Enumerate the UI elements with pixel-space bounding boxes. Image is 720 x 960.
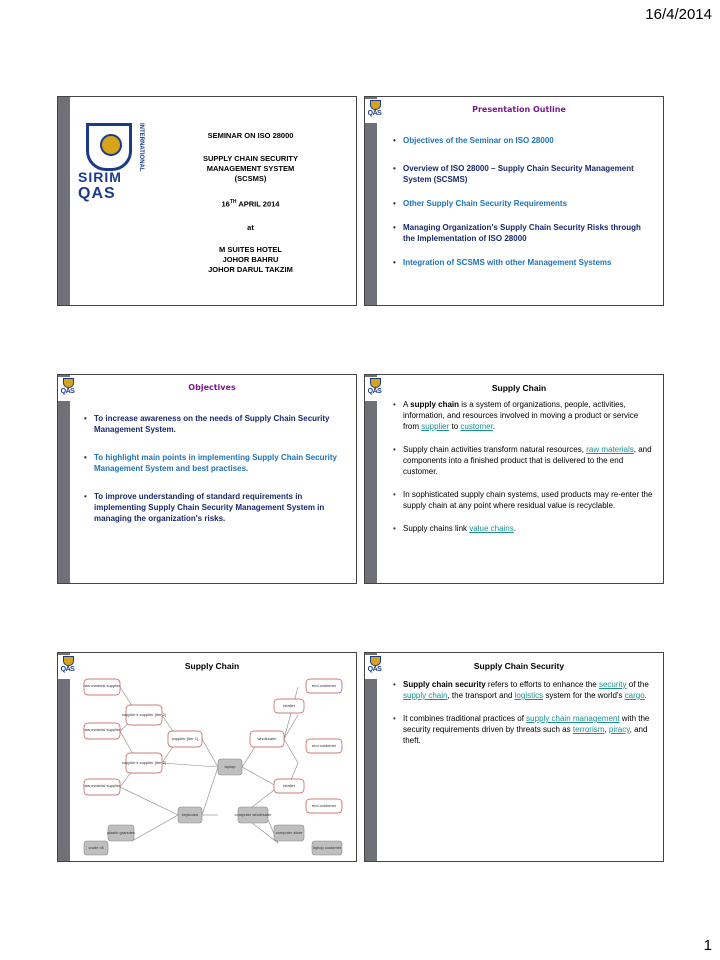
security-list <box>393 679 655 746</box>
svg-text:retailer: retailer <box>282 703 296 708</box>
svg-text:supplier (tier 1): supplier (tier 1) <box>171 736 199 741</box>
slide-side-bar <box>58 653 70 861</box>
svg-text:raw material supplier: raw material supplier <box>83 783 121 788</box>
svg-text:supplier's supplier (tier 2): supplier's supplier (tier 2) <box>121 760 167 765</box>
list-item: • A supply chain is a system of organizations, people, activities, information, and resources involved in moving a product or service from supplier to customer. <box>393 399 655 432</box>
list-item: • To improve understanding of standard requirements in implementing Supply Chain Security Management System in managing the organization's risks. <box>84 491 346 524</box>
slide-supply-chain-text <box>364 374 664 584</box>
logo-word-1: SIRIM <box>78 169 122 185</box>
svg-text:raw material supplier: raw material supplier <box>83 683 121 688</box>
node-retailer-1 <box>274 699 304 713</box>
node-laptop <box>218 759 242 775</box>
list-item: • Supply chains link value chains. <box>393 523 655 534</box>
svg-text:plastic granules: plastic granules <box>107 830 135 835</box>
mini-logo: QAS <box>365 377 384 401</box>
svg-text:crude oil: crude oil <box>88 845 104 850</box>
slide-presentation-outline <box>364 96 664 306</box>
svg-text:end customer: end customer <box>311 683 337 688</box>
list-item: • To increase awareness on the needs of Supply Chain Security Management System. <box>84 413 346 435</box>
slide-side-bar <box>58 97 70 305</box>
seminar-title: SEMINAR ON ISO 28000 <box>207 131 294 140</box>
seminar-subtitle-3: (SCSMS) <box>234 174 267 183</box>
node-end-customer-1 <box>306 679 342 693</box>
node-end-customer-2 <box>306 739 342 753</box>
node-retailer-2 <box>274 779 304 793</box>
slide-heading: Supply Chain <box>491 383 547 393</box>
link-customer[interactable]: customer <box>460 422 493 431</box>
seminar-date: 16TH APRIL 2014 <box>221 199 280 209</box>
slide-heading: Objectives <box>188 383 236 392</box>
slide-supply-chain-security <box>364 652 664 862</box>
node-raw-material-3 <box>84 779 122 795</box>
node-laptop-customer <box>312 841 342 855</box>
outline-list <box>393 135 655 268</box>
node-raw-material-1 <box>84 679 122 695</box>
link-raw-materials[interactable]: raw materials <box>586 445 634 454</box>
mini-logo: QAS <box>58 377 77 401</box>
node-keyboard <box>178 807 202 823</box>
supply-chain-diagram <box>78 675 348 857</box>
svg-text:keyboard: keyboard <box>181 812 199 817</box>
link-security[interactable]: security <box>598 680 627 689</box>
svg-text:end customer: end customer <box>311 743 337 748</box>
node-end-customer-3 <box>306 799 342 813</box>
seminar-at: at <box>247 222 254 232</box>
mini-logo: QAS <box>365 655 384 679</box>
crest-icon <box>86 123 132 171</box>
svg-text:raw material supplier: raw material supplier <box>83 727 121 732</box>
slide-title-seminar <box>57 96 357 306</box>
link-cargo[interactable]: cargo <box>624 691 645 700</box>
node-supplier-tier1 <box>168 731 202 747</box>
list-item: • To highlight main points in implementing Supply Chain Security Management System and best practises. <box>84 452 346 474</box>
objectives-list <box>84 413 346 524</box>
link-supply-chain[interactable]: supply chain <box>403 691 448 700</box>
svg-text:supplier's supplier (tier 2): supplier's supplier (tier 2) <box>121 712 167 717</box>
sirim-qas-logo <box>76 123 146 211</box>
slide-side-bar <box>58 375 70 583</box>
list-item: • Other Supply Chain Security Requirements <box>393 198 655 209</box>
node-supplier-tier2-a <box>122 705 167 725</box>
link-value-chains[interactable]: value chains <box>469 524 514 533</box>
node-raw-material-2 <box>84 723 122 739</box>
slide-supply-chain-diagram <box>57 652 357 862</box>
link-piracy[interactable]: piracy <box>608 725 630 734</box>
seminar-venue-2: JOHOR BAHRU <box>222 254 279 264</box>
list-item: • Objectives of the Seminar on ISO 28000 <box>393 135 655 146</box>
seminar-venue-1: M SUITES HOTEL <box>219 244 282 254</box>
seminar-subtitle-2: MANAGEMENT SYSTEM <box>206 164 295 173</box>
slide-side-bar <box>365 653 377 861</box>
svg-text:end customer: end customer <box>311 803 337 808</box>
page-date: 16/4/2014 <box>645 6 712 23</box>
slide-side-bar <box>365 97 377 305</box>
node-computer-wholesaler <box>235 807 273 823</box>
svg-text:laptop: laptop <box>224 764 236 769</box>
svg-text:computer wholesaler: computer wholesaler <box>234 812 272 817</box>
svg-text:computer store: computer store <box>275 830 303 835</box>
seminar-venue-3: JOHOR DARUL TAKZIM <box>208 264 293 274</box>
svg-text:laptop customer: laptop customer <box>312 845 342 850</box>
list-item: • Supply chain activities transform natural resources, raw materials, and components into a finished product that is delivered to the end customer. <box>393 444 655 477</box>
list-item: • Managing Organization's Supply Chain Security Risks through the Implementation of ISO 28000 <box>393 222 655 244</box>
list-item: • Integration of SCSMS with other Management Systems <box>393 257 655 268</box>
seminar-info <box>158 131 343 275</box>
svg-text:wholesaler: wholesaler <box>257 736 277 741</box>
list-item: • Supply chain security refers to efforts to enhance the security of the supply chain, the transport and logistics system for the world's cargo. <box>393 679 655 701</box>
link-supply-chain-management[interactable]: supply chain management <box>526 714 620 723</box>
seminar-subtitle-1: SUPPLY CHAIN SECURITY <box>202 154 299 163</box>
slide-heading: Presentation Outline <box>472 105 566 114</box>
list-item: • Overview of ISO 28000 – Supply Chain Security Management System (SCSMS) <box>393 163 655 185</box>
logo-vertical-text: INTERNATIONAL <box>138 123 144 172</box>
page-number: 1 <box>703 937 712 954</box>
slide-side-bar <box>365 375 377 583</box>
node-plastic-granules <box>107 825 135 841</box>
svg-text:retailer: retailer <box>282 783 296 788</box>
list-item: • It combines traditional practices of supply chain management with the security requirements driven by threats such as terrorism, piracy, and theft. <box>393 713 655 746</box>
supply-chain-list <box>393 399 655 534</box>
slide-heading: Supply Chain Security <box>473 661 565 671</box>
link-terrorism[interactable]: terrorism <box>572 725 605 734</box>
slide-heading: Supply Chain <box>184 661 240 671</box>
node-crude-oil <box>84 841 108 855</box>
slide-objectives <box>57 374 357 584</box>
node-supplier-tier2-b <box>122 753 167 773</box>
mini-logo: QAS <box>365 99 384 123</box>
logo-word-2: QAS <box>78 185 116 202</box>
mini-logo: QAS <box>58 655 77 679</box>
link-logistics[interactable]: logistics <box>514 691 544 700</box>
list-item: • In sophisticated supply chain systems, used products may re-enter the supply chain at any point where residual value is recyclable. <box>393 489 655 511</box>
node-computer-store <box>274 825 304 841</box>
link-supplier[interactable]: supplier <box>421 422 450 431</box>
node-wholesaler <box>250 731 284 747</box>
